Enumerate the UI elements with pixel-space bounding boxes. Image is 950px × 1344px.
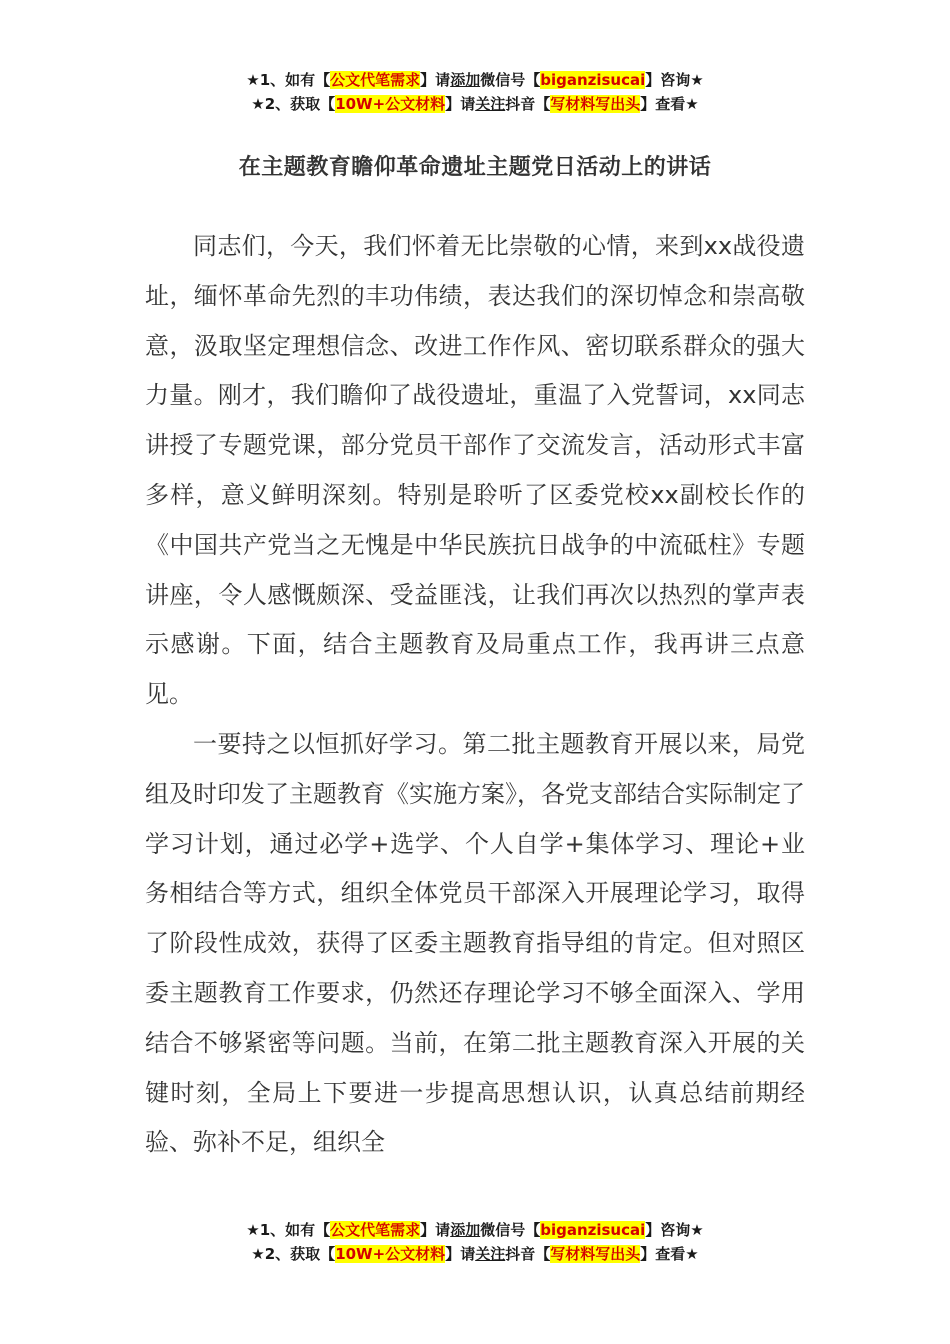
banner-text: 微信号【 (480, 71, 541, 89)
banner-text: 微信号【 (480, 1221, 541, 1239)
banner-line-2 (0, 92, 950, 116)
banner-text: 抖音【 (505, 95, 551, 113)
banner-underlined: 关注 (475, 1245, 506, 1263)
banner-text: 】请 (420, 1221, 451, 1239)
document-title: 在主题教育瞻仰革命遗址主题党日活动上的讲话 (238, 155, 712, 180)
footer-banner (0, 1218, 950, 1266)
banner-underlined: 关注 (475, 95, 506, 113)
banner-text: 】查看★ (640, 1245, 699, 1263)
banner-douyin-id: 写材料写出头 (550, 1245, 641, 1263)
banner-highlight: 10W+公文材料 (335, 95, 446, 113)
banner-underlined: 添加 (450, 71, 481, 89)
banner-text: 】查看★ (640, 95, 699, 113)
banner-text: 】咨询★ (645, 71, 704, 89)
banner-underlined: 添加 (450, 1221, 481, 1239)
banner-text: ★1、如有【 (246, 1221, 331, 1239)
banner-text: 抖音【 (505, 1245, 551, 1263)
header-banner (0, 68, 950, 116)
banner-text: 】请 (420, 71, 451, 89)
banner-text: ★2、获取【 (251, 1245, 336, 1263)
banner-line-2 (0, 1242, 950, 1266)
banner-douyin-id: 写材料写出头 (550, 95, 641, 113)
banner-wechat-id: biganzisucai (540, 71, 646, 89)
banner-text: ★2、获取【 (251, 95, 336, 113)
banner-wechat-id: biganzisucai (540, 1221, 646, 1239)
banner-highlight: 公文代笔需求 (330, 1221, 421, 1239)
banner-line-1 (0, 68, 950, 92)
banner-highlight: 公文代笔需求 (330, 71, 421, 89)
banner-highlight: 10W+公文材料 (335, 1245, 446, 1263)
paragraph: 一要持之以恒抓好学习。第二批主题教育开展以来，局党组及时印发了主题教育《实施方案》，各党支部结合实际制定了学习计划，通过必学+选学、个人自学+集体学习、理论+业务相结合等方式，组织全体党员干部深入开展理论学习，取得了阶段性成效，获得了区委主题教育指导组的肯定。但对照区委主题教育工作要求，仍然还存理论学习不够全面深入、学用结合不够紧密等问题。当前，在第二批主题教育深入开展的关键时刻，全局上下要进一步提高思想认识，认真总结前期经验、弥补不足，组织全 (145, 729, 805, 1157)
banner-text: 】咨询★ (645, 1221, 704, 1239)
banner-text: 】请 (445, 1245, 476, 1263)
banner-line-1 (0, 1218, 950, 1242)
document-body (145, 222, 805, 1168)
banner-text: ★1、如有【 (246, 71, 331, 89)
paragraph: 同志们，今天，我们怀着无比崇敬的心情，来到xx战役遗址，缅怀革命先烈的丰功伟绩，表达我们的深切悼念和崇高敬意，汲取坚定理想信念、改进工作作风、密切联系群众的强大力量。刚才，我们瞻仰了战役遗址，重温了入党誓词，xx同志讲授了专题党课，部分党员干部作了交流发言，活动形式丰富多样，意义鲜明深刻。特别是聆听了区委党校xx副校长作的《中国共产党当之无愧是中华民族抗日战争的中流砥柱》专题讲座，令人感慨颇深、受益匪浅，让我们再次以热烈的掌声表示感谢。下面，结合主题教育及局重点工作，我再讲三点意见。 (145, 232, 805, 709)
banner-text: 】请 (445, 95, 476, 113)
